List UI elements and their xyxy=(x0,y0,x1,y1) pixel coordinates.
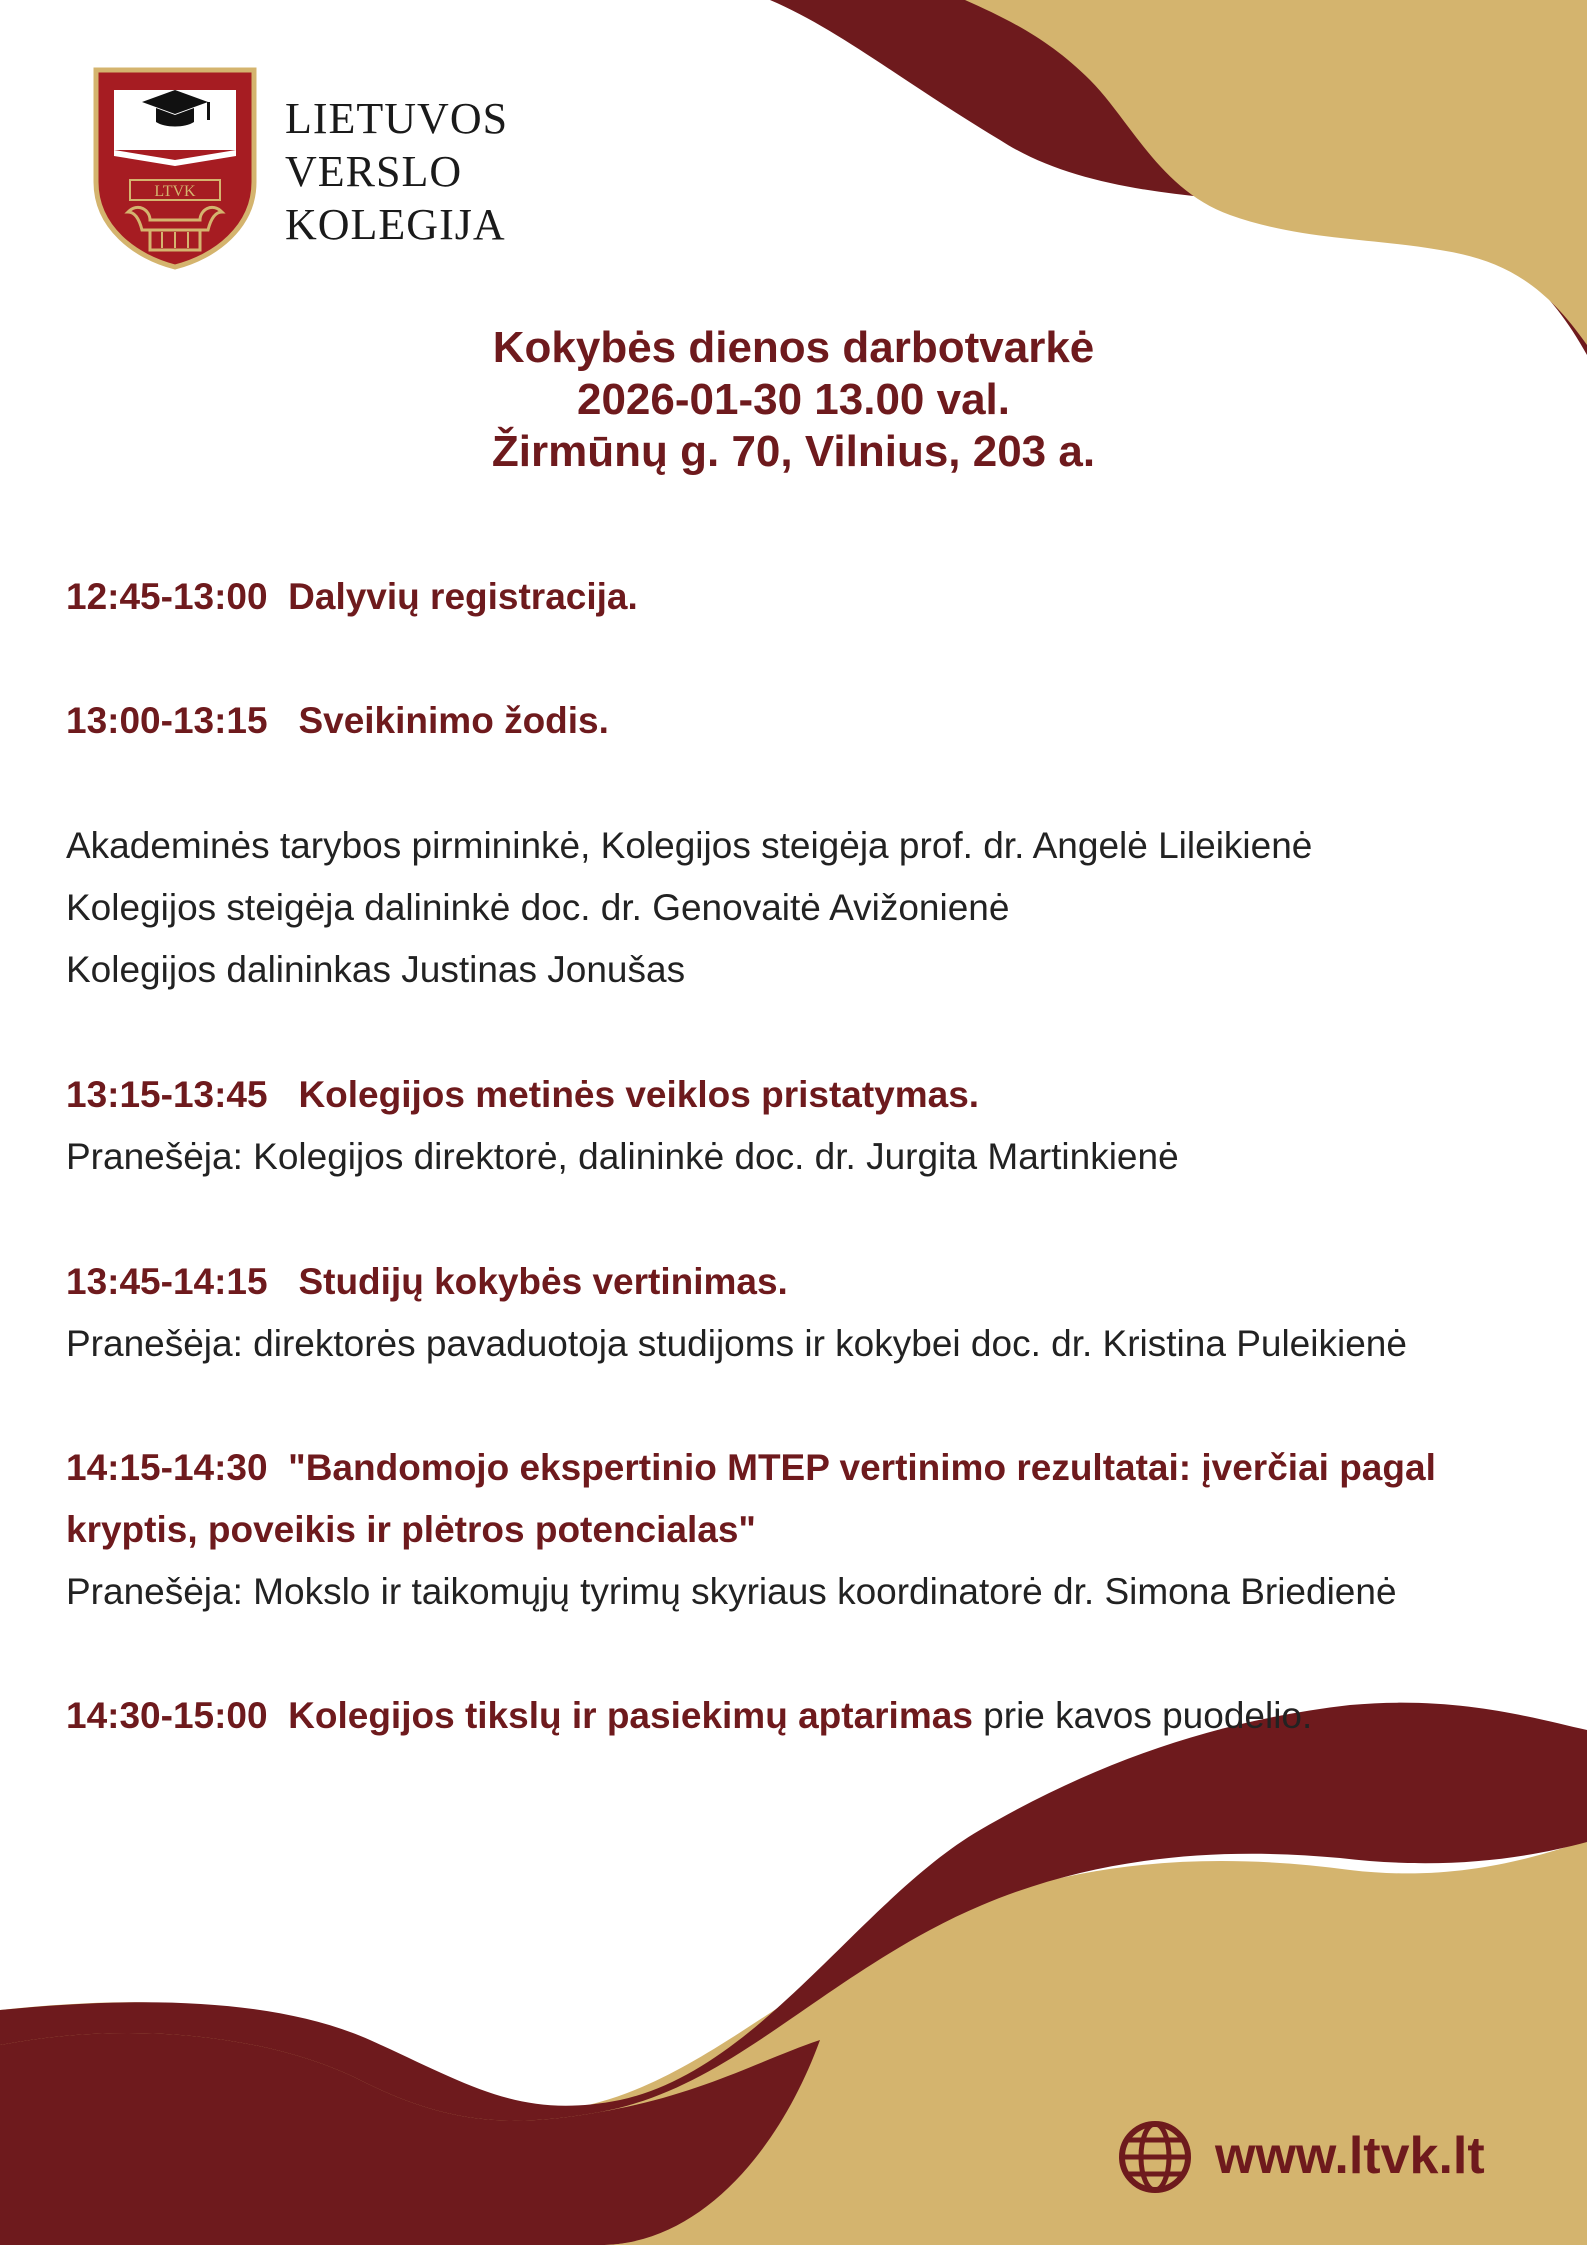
person-line: Kolegijos steigėja dalininkė doc. dr. Genovaitė Avižonienė xyxy=(66,887,1010,928)
globe-icon xyxy=(1116,2118,1194,2196)
agenda-title: Dalyvių registracija. xyxy=(288,576,638,617)
agenda-item-6 xyxy=(66,1693,1312,1739)
agenda-time: 13:00-13:15 xyxy=(66,700,268,741)
agenda-suffix: prie kavos puodelio. xyxy=(972,1695,1313,1736)
agenda-title: Kolegijos tikslų ir pasiekimų aptarimas xyxy=(288,1695,973,1736)
agenda-time: 14:30-15:00 xyxy=(66,1695,268,1736)
title-line-3: Žirmūnų g. 70, Vilnius, 203 a. xyxy=(491,427,1096,476)
page-title xyxy=(0,322,1587,478)
agenda-title: Sveikinimo žodis. xyxy=(298,700,609,741)
person-line: Akademinės tarybos pirmininkė, Kolegijos steigėja prof. dr. Angelė Lileikienė xyxy=(66,825,1313,866)
speaker-line: Pranešėja: Mokslo ir taikomųjų tyrimų skyriaus koordinatorė dr. Simona Briedienė xyxy=(66,1571,1397,1612)
top-right-gold-wave xyxy=(965,0,1587,345)
logo-badge-text: LTVK xyxy=(154,183,196,200)
organization-name xyxy=(285,92,508,251)
agenda-time: 12:45-13:00 xyxy=(66,576,268,617)
org-line-1: LIETUVOS xyxy=(285,94,509,143)
title-line-1: Kokybės dienos darbotvarkė xyxy=(492,323,1095,372)
org-line-2: VERSLO xyxy=(285,147,463,196)
org-line-3: KOLEGIJA xyxy=(285,200,506,249)
speaker-line: Pranešėja: Kolegijos direktorė, dalininkė doc. dr. Jurgita Martinkienė xyxy=(66,1136,1179,1177)
agenda-title: Kolegijos metinės veiklos pristatymas. xyxy=(298,1074,980,1115)
agenda-title-continued: kryptis, poveikis ir plėtros potencialas" xyxy=(66,1509,756,1550)
agenda-item-2 xyxy=(66,698,609,744)
agenda-time: 14:15-14:30 xyxy=(66,1447,268,1488)
agenda-item-1 xyxy=(66,574,638,620)
shield-emblem-icon xyxy=(90,62,260,272)
agenda-item-5 xyxy=(66,1445,1436,1491)
logo xyxy=(90,62,530,277)
person-line: Kolegijos dalininkas Justinas Jonušas xyxy=(66,949,686,990)
title-line-2: 2026-01-30 13.00 val. xyxy=(576,375,1011,424)
website-link[interactable]: www.ltvk.lt xyxy=(1215,2127,1485,2185)
agenda-time: 13:15-13:45 xyxy=(66,1074,268,1115)
agenda-title: Studijų kokybės vertinimas. xyxy=(298,1261,788,1302)
agenda-title: "Bandomojo ekspertinio MTEP vertinimo rezultatai: įverčiai pagal xyxy=(288,1447,1436,1488)
speaker-line: Pranešėja: direktorės pavaduotoja studijoms ir kokybei doc. dr. Kristina Puleikienė xyxy=(66,1323,1407,1364)
agenda-item-4 xyxy=(66,1259,788,1305)
agenda-item-3 xyxy=(66,1072,979,1118)
agenda-time: 13:45-14:15 xyxy=(66,1261,268,1302)
